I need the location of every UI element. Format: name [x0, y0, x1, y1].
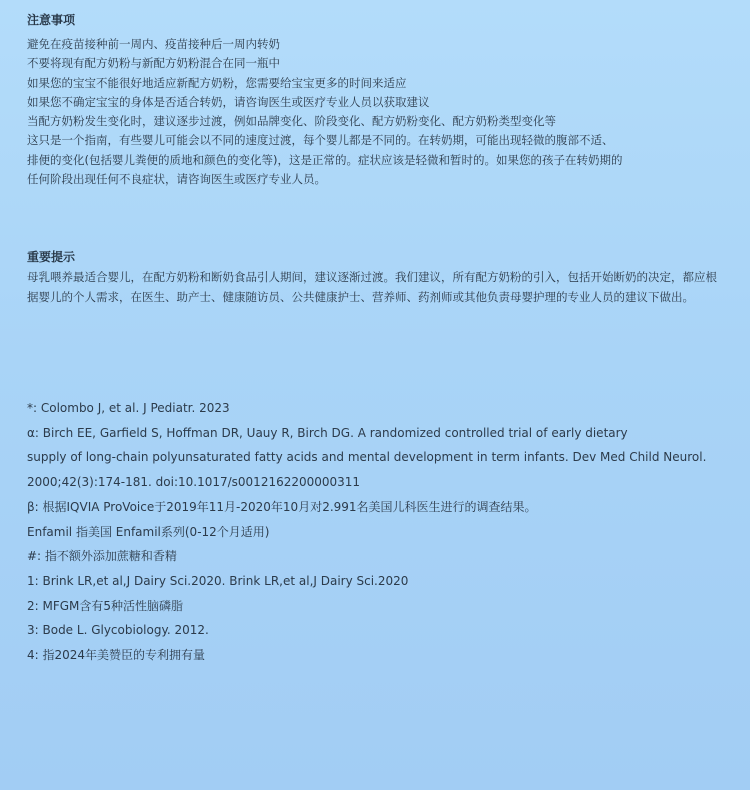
- reference-line: #: 指不额外添加蔗糖和香精: [27, 549, 177, 564]
- notes-title: 注意事项: [27, 13, 76, 27]
- reference-line: *: Colombo J, et al. J Pediatr. 2023: [27, 401, 230, 415]
- reference-line: 4: 指2024年美赞臣的专利拥有量: [27, 648, 206, 663]
- notes-line: 避免在疫苗接种前一周内、疫苗接种后一周内转奶: [27, 37, 280, 51]
- notes-line: 排便的变化(包括婴儿粪便的质地和颜色的变化等)，这是正常的。症状应该是轻微和暂时的。如果您的孩子在转奶期的: [27, 152, 623, 167]
- reference-line: Enfamil 指美国 Enfamil系列(0-12个月适用): [27, 524, 270, 539]
- reference-line: 1: Brink LR,et al,J Dairy Sci.2020. Brink LR,et al,J Dairy Sci.2020: [27, 573, 409, 588]
- references-list: [27, 396, 727, 668]
- reference-line: 2000;42(3):174-181. doi:10.1017/s0012162200000311: [27, 475, 361, 490]
- reference-line: 3: Bode L. Glycobiology. 2012.: [27, 623, 209, 638]
- notes-line: 如果您不确定宝宝的身体是否适合转奶，请咨询医生或医疗专业人员以获取建议: [27, 94, 430, 109]
- notes-line: 这只是一个指南，有些婴儿可能会以不同的速度过渡，每个婴儿都是不同的。在转奶期，可能出现轻微的腹部不适、: [27, 133, 614, 148]
- notes-list: [27, 35, 727, 189]
- important-paragraph: 母乳喂养最适合婴儿，在配方奶粉和断奶食品引人期间，建议逐渐过渡。我们建议，所有配方奶粉的引入，包括开始断奶的决定，都应根据婴儿的个人需求，在医生、助产士、健康随访员、公共健康护士、营养师、药剂师或其他负责母婴护理的专业人员的建议下做出。: [27, 270, 717, 304]
- reference-line: α: Birch EE, Garfield S, Hoffman DR, Uauy R, Birch DG. A randomized controlled trial of early dietary: [27, 425, 628, 440]
- reference-line: 2: MFGM含有5种活性脑磷脂: [27, 598, 184, 613]
- reference-line: β: 根据IQVIA ProVoice于2019年11月-2020年10月对2.991名美国儿科医生进行的调查结果。: [27, 499, 537, 514]
- important-title: 重要提示: [27, 250, 76, 264]
- notes-line: 任何阶段出现任何不良症状，请咨询医生或医疗专业人员。: [27, 172, 326, 187]
- notes-line: 当配方奶粉发生变化时，建议逐步过渡，例如品牌变化、阶段变化、配方奶粉变化、配方奶粉类型变化等: [27, 114, 556, 129]
- notes-line: 不要将现有配方奶粉与新配方奶粉混合在同一瓶中: [27, 56, 280, 71]
- reference-line: supply of long-chain polyunsaturated fatty acids and mental development in term infants. Dev Med Child Neurol.: [27, 450, 707, 465]
- notes-line: 如果您的宝宝不能很好地适应新配方奶粉，您需要给宝宝更多的时间来适应: [27, 75, 407, 90]
